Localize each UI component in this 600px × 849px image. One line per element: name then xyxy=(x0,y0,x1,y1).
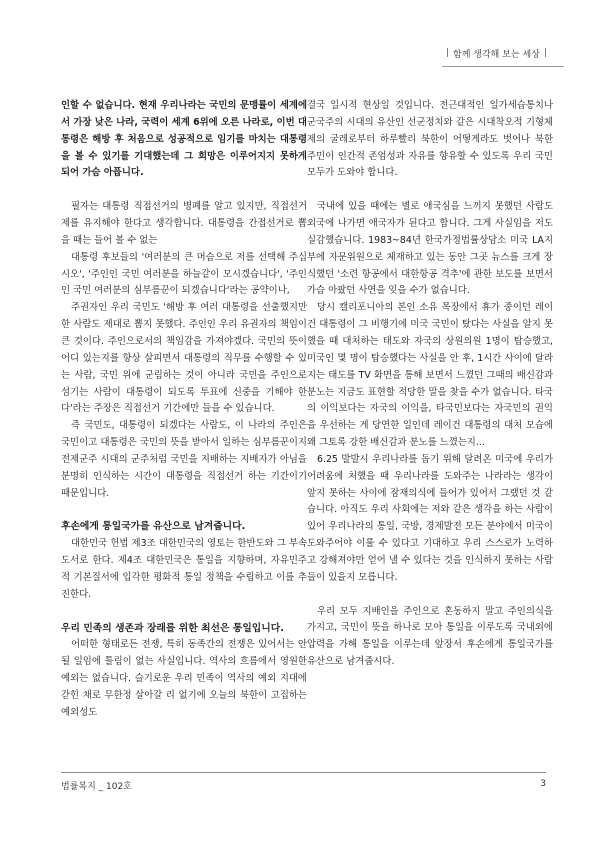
running-header xyxy=(442,44,564,62)
publication-label: 법률복지 _ 102호 xyxy=(61,782,132,792)
paragraph: 주권자인 우리 국민도 '해방 후 여러 대통령을 선출했지만 한 사람도 제대로 뽑지 못했다. 주인인 우리 유권자의 책임이 큰 것이다. 주인으로서의 책임감을 가져야겠다. 국민의 뜻이 어디 있는지를 항상 살피면서 대통령의 직무를 수행할 수 있는 사람, 국민 위에 군림하는 것이 아니라 국민을 주인으로 섬기는 사람이 대통령이 되도록 투표에 신중을 기해야 한다'라는 주장은 직접선거 기간에만 들을 수 있습니다. xyxy=(61,302,307,415)
paragraph: 대통령 후보들의 '여러분의 큰 머슴으로 저를 선택해 주십시오', '주인인 국민 여러분을 하늘같이 모시겠습니다', '주인인 국민 여러분의 심부름꾼이 되겠습니다'라는 공약이나, xyxy=(61,251,307,297)
paragraph: 인할 수 없습니다. 현재 우리나라는 국민의 문맹률이 세계에서 가장 낮은 나라, 국력이 세계 6위에 오른 나라로, 이번 대통령은 해방 후 처음으로 성공적으로 임기를 마치는 대통령을 볼 수 있기를 기대했는데 그 희망은 이루어지지 못하게 되어 가슴 아픕니다. xyxy=(61,100,307,179)
paragraph: 국내에 있을 때에는 별로 애국심을 느끼지 못했던 사람도 외국에 나가면 애국자가 된다고 합니다. 그게 사실임을 저도 실감했습니다. 1983~84년 한국가정법률상담소 미국 LA지부에 자문위원으로 체재하고 있는 동안 그곳 뉴스를 크게 장식했던 '소련 항공에서 대한항공 격추'에 관한 보도를 보면서 가슴 아팠던 사연을 잊을 수가 없습니다. xyxy=(307,201,553,297)
spacer xyxy=(61,604,307,621)
section-heading: 후손에게 통일국가를 유산으로 남겨줍니다. xyxy=(61,521,246,533)
paragraph: 당시 캘리포니아의 본인 소유 목장에서 휴가 중이던 레이건 대통령이 그 비행기에 미국 국민이 탔다는 사실을 알지 못했을 때 대처하는 태도와 자국의 상원의원 1명이 탑승했고, 미국인 몇 명이 탑승했다는 사실을 안 후, 1시간 사이에 달라지는 태도를 TV 화면을 통해 보면서 느꼈던 그때의 배신감과 분노는 지금도 표현할 적당한 말을 찾을 수가 없습니다. 타국의 이익보다는 자국의 이익을, 타국민보다는 자국민의 권익을 우선하는 게 당연한 일인데 레이건 대통령의 대처 모습에 왜 그토록 강한 배신감과 분노를 느꼈는지... xyxy=(307,302,553,449)
left-column xyxy=(61,98,307,722)
header-pipe-left: | xyxy=(446,48,450,58)
paragraph: 필자는 대통령 직접선거의 병폐를 알고 있지만, 직접선거제를 유지해야 한다고 생각합니다. 대통령을 간접선거로 뽑을 때는 들어 볼 수 없는 xyxy=(61,201,307,246)
page-number: 3 xyxy=(540,779,546,789)
section-heading: 우리 민족의 생존과 장래를 위한 최선은 통일입니다. xyxy=(61,622,284,634)
spacer xyxy=(307,182,553,199)
paragraph: 즉 국민도, 대통령이 되겠다는 사람도, 이 나라의 주인은 국민이고 대통령은 국민의 뜻을 받아서 일하는 심부름꾼이지 전제군주 시대의 군주처럼 국민을 지배하는 지배자가 아님을 분명히 인식하는 시간이 대통령을 직접선거 하는 기간이기 때문입니다. xyxy=(61,420,307,499)
paragraph: 대한민국 헌법 제3조 대한민국의 영토는 한반도와 그 부속도서로 한다. 제4조 대한민국은 통일을 지향하며, 자유민주적 기본질서에 입각한 평화적 통일 정책을 수립하고 이를 추진한다. xyxy=(61,538,307,600)
right-column xyxy=(307,98,553,671)
spacer xyxy=(307,587,553,604)
header-divider xyxy=(442,66,564,67)
paragraph: 우리 모두 지배인을 주인으로 혼동하지 말고 주인의식을 가지고, 국민이 뜻을 하나로 모아 통일을 이루도록 국내외에 압력을 가해 통일을 이루는데 앞장서 후손에게 통일국가를 유산으로 남겨줍시다. xyxy=(307,605,553,668)
header-pipe-right: | xyxy=(543,48,547,58)
paragraph: 어떠한 형태로든 전쟁, 특히 동족간의 전쟁은 있어서는 안 될 일임에 틀림이 없는 사실입니다. 역사의 흐름에서 영원한 예외는 없습니다. 슬기로운 우리 민족이 역사의 예외 지대에 갇힌 채로 무한정 살아갈 리 없기에 오늘의 북한이 고집하는 예외성도 xyxy=(61,639,307,718)
footer-divider xyxy=(61,772,546,773)
paragraph: 6.25 발발시 우리나라를 돕기 위해 달려온 미국에 우리가 어려움에 처했을 때 우리나라를 도와주는 나라라는 생각이 앞지 못하는 사이에 잠재의식에 들어가 있어서 그랬던 것 같습니다. 아직도 우리 사회에는 저와 같은 생각을 하는 사람이 있어 우리나라의 통일, 국방, 경제발전 모든 분야에서 미국이 도와주어야 이룰 수 있다고 기대하고 우리 스스로가 노력하고 강해져야만 얻어 낼 수 있다는 것을 인식하지 못하는 사람들이 있을지 모릅니다. xyxy=(307,453,553,583)
spacer xyxy=(61,182,307,199)
paragraph: 결국 일시적 현상일 것입니다. 전근대적인 일가세습통치나 군국주의 시대의 유산인 선군정치와 같은 시대착오적 기형체제의 굴레로부터 하루빨리 북한이 어떻게라도 벗어나 북한 주민이 인간적 존엄성과 자유를 향유할 수 있도록 우리 국민 모두가 도와야 합니다. xyxy=(307,100,553,179)
section-title: 함께 생각해 보는 세상 xyxy=(453,49,540,60)
spacer xyxy=(61,502,307,519)
